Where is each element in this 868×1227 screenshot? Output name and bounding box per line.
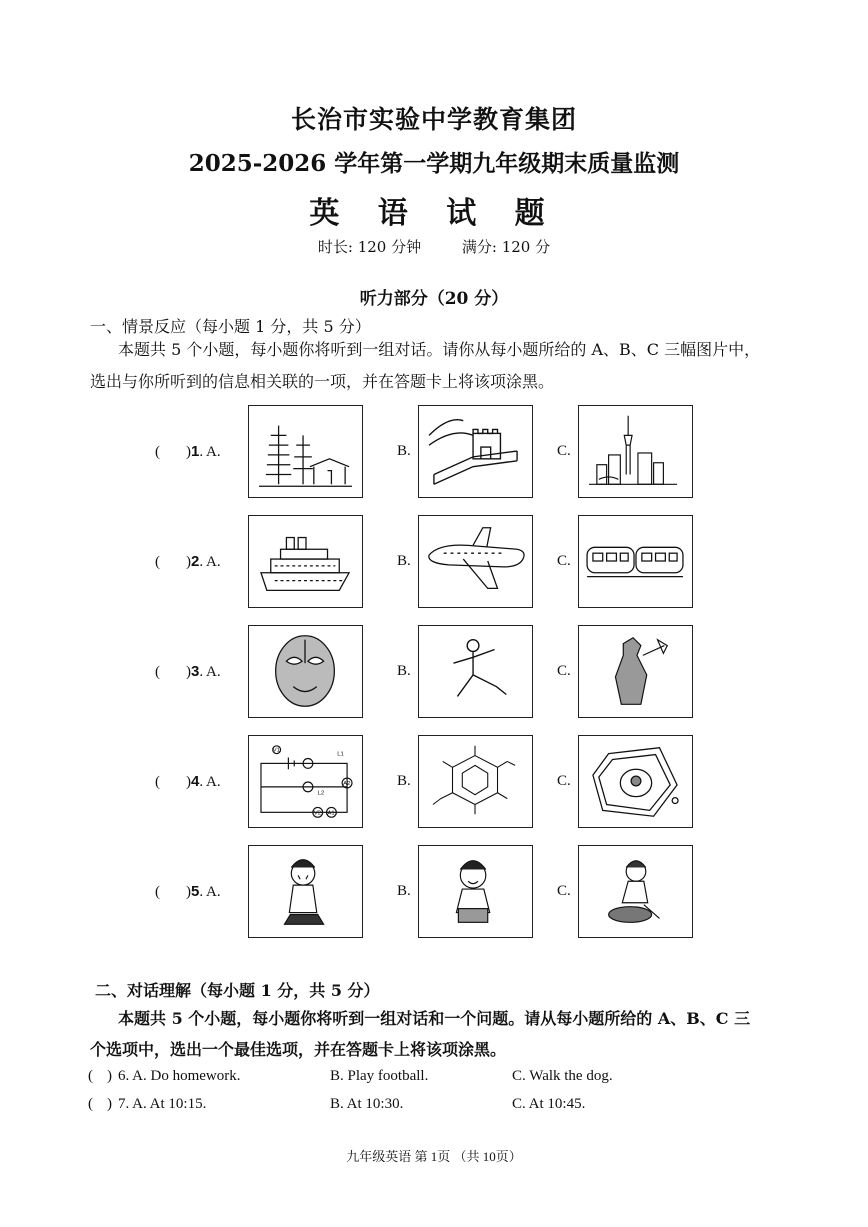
airplane-picture[interactable]	[418, 515, 533, 608]
opera-mask-picture[interactable]	[248, 625, 363, 718]
city-tower-skyline-picture[interactable]	[578, 405, 693, 498]
q3-label-c: C.	[557, 663, 571, 679]
svg-text:A1: A1	[327, 810, 335, 817]
full-marks-text: 满分: 120 分	[461, 238, 551, 256]
q2-label-c: C.	[557, 553, 571, 569]
shadow-puppet-picture[interactable]	[578, 625, 693, 718]
tai-chi-picture[interactable]	[418, 625, 533, 718]
svg-text:L1: L1	[337, 751, 344, 758]
section1-instruction-2: 选出与你所听到的信息相关联的一项，并在答题卡上将该项涂黑。	[90, 372, 555, 391]
q3-label-b: B.	[397, 663, 411, 679]
great-wall-picture[interactable]	[418, 405, 533, 498]
section2-instruction-2: 个选项中，选出一个最佳选项，并在答题卡上将该项涂黑。	[90, 1040, 507, 1059]
exam-school-title: 长治市实验中学教育集团	[290, 105, 577, 134]
section1-heading: 一、情景反应（每小题 1 分，共 5 分）	[90, 317, 371, 336]
duration-text: 时长: 120 分钟	[317, 238, 422, 256]
q1-answer-blank[interactable]: ( )1. A.	[155, 443, 221, 460]
train-picture[interactable]	[578, 515, 693, 608]
listening-part-title: 听力部分（20 分）	[359, 289, 509, 309]
q2-label-b: B.	[397, 553, 411, 569]
q7-option-b: B. At 10:30.	[330, 1096, 404, 1112]
q6-answer-blank[interactable]: ( )	[88, 1068, 112, 1084]
q2-answer-blank[interactable]: ( )2. A.	[155, 553, 221, 570]
exam-subject-title: 英 语 试 题	[309, 196, 559, 231]
q1-label-b: B.	[397, 443, 411, 459]
q5-answer-blank[interactable]: ( )5. A.	[155, 883, 221, 900]
svg-text:V1: V1	[272, 747, 280, 754]
q7-option-a: 7. A. At 10:15.	[118, 1096, 207, 1112]
pagoda-temple-picture[interactable]	[248, 405, 363, 498]
q5-label-b: B.	[397, 883, 411, 899]
section2-instruction-1: 本题共 5 个小题，每小题你将听到一组对话和一个问题。请从每小题所给的 A、B、C 三	[118, 1009, 751, 1028]
q6-option-b: B. Play football.	[330, 1068, 429, 1084]
cruise-ship-picture[interactable]	[248, 515, 363, 608]
q1-label-c: C.	[557, 443, 571, 459]
crying-girl-picture[interactable]	[248, 845, 363, 938]
svg-text:L2: L2	[317, 790, 325, 797]
svg-text:A2: A2	[343, 780, 351, 787]
molecule-structure-picture[interactable]	[418, 735, 533, 828]
q5-label-c: C.	[557, 883, 571, 899]
happy-girl-picture[interactable]	[418, 845, 533, 938]
q3-answer-blank[interactable]: ( )3. A.	[155, 663, 221, 680]
plant-cell-picture[interactable]	[578, 735, 693, 828]
circuit-diagram-picture[interactable]	[248, 735, 363, 828]
section2-heading: 二、对话理解（每小题 1 分，共 5 分）	[95, 981, 380, 1000]
svg-text:V2: V2	[313, 810, 321, 817]
sitting-girl-picture[interactable]	[578, 845, 693, 938]
q6-option-c: C. Walk the dog.	[512, 1068, 613, 1084]
q4-label-b: B.	[397, 773, 411, 789]
page-footer: 九年级英语 第 1页 （共 10页）	[346, 1149, 522, 1164]
q4-label-c: C.	[557, 773, 571, 789]
q7-answer-blank[interactable]: ( )	[88, 1096, 112, 1112]
q4-answer-blank[interactable]: ( )4. A.	[155, 773, 221, 790]
q6-option-a: 6. A. Do homework.	[118, 1068, 241, 1084]
section1-instruction-1: 本题共 5 个小题，每小题你将听到一组对话。请你从每小题所给的 A、B、C 三幅图片中，	[118, 340, 761, 359]
exam-meta	[0, 236, 868, 257]
exam-term-title: 2025-2026 学年第一学期九年级期末质量监测	[188, 150, 680, 177]
q7-option-c: C. At 10:45.	[512, 1096, 586, 1112]
